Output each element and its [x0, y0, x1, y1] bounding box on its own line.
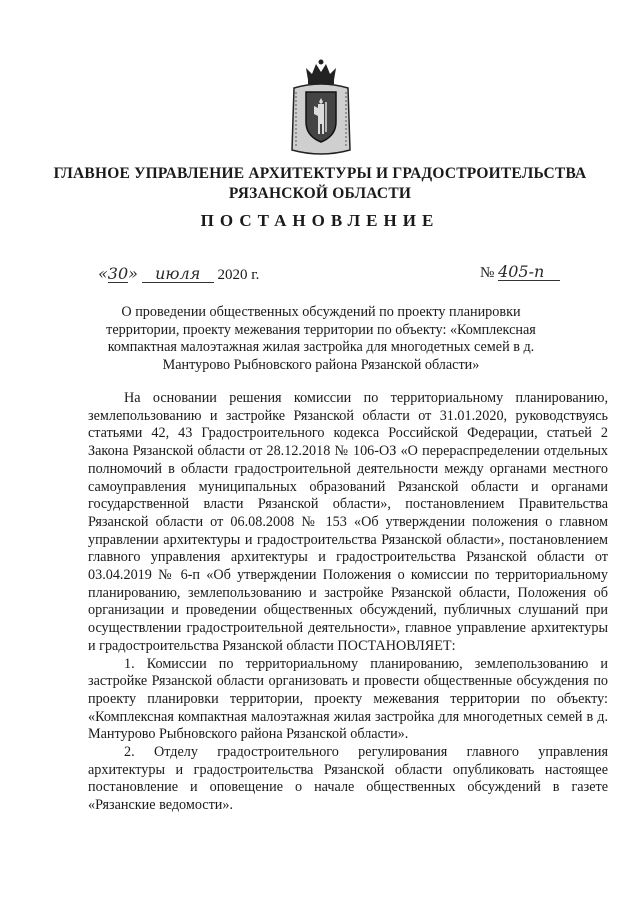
preamble-paragraph: На основании решения комиссии по территориальному планированию, землепользованию и застройке Рязанской области от 31.01.2020, руководствуясь статьями 42, 43 Градостроительного кодекса Российской Федерации, статьей 2 Закона Рязанской области от 28.12.2018 № 106-ОЗ «О перераспределении отдельных полномочий в области градостроительной деятельности между органами местного самоуправления муниципальных образований Рязанской области и органами государственной власти Рязанской области», постановлением Правительства Рязанской области от 06.08.2008 № 153 «Об утверждении положения о главном управлении архитектуры и градостроительства Рязанской области», постановлением главного управления архитектуры и градостроительства Рязанской области от 03.04.2019 № 6-п «Об утверждении Положения о комиссии по территориальному планированию, землепользованию и застройке Рязанской области, Положения об организации и проведении общественных обсуждений, публичных слушаний при осуществлении градостроительной деятельности», главное управление архитектуры и градостроительства Рязанской области ПОСТАНОВЛЯЕТ:: [88, 390, 608, 654]
number-value: 405-п: [498, 264, 560, 281]
item-1-paragraph: 1. Комиссии по территориальному планированию, землепользованию и застройке Рязанской области организовать и провести общественные обсуждения по проекту планировки территории, проекту межевания территории по объекту: «Комплексная компактная малоэтажная жилая застройка для многодетных семей в д. Мантурово Рыбновского района Рязанской области».: [88, 655, 608, 743]
document-type-title: ПОСТАНОВЛЕНИЕ: [200, 211, 440, 230]
document-body: [88, 390, 608, 815]
document-number: [480, 264, 560, 282]
date-month: июля: [142, 266, 214, 283]
document-subject: О проведении общественных обсуждений по проекту планировки территории, проекту межевания территории по объекту: «Комплексная компактная малоэтажная жилая застройка для многодетных семей в д. Мантурово Рыбновского района Рязанской области»: [106, 304, 536, 373]
date-open-quote: «: [98, 264, 108, 283]
document-date: [98, 264, 259, 284]
item-2-paragraph: 2. Отделу градостроительного регулирования главного управления архитектуры и градостроительства Рязанской области опубликовать настоящее постановление и оповещение о начале общественных обсуждений в газете «Рязанские ведомости».: [88, 744, 608, 814]
date-day: 30: [107, 264, 129, 283]
number-label: №: [480, 265, 495, 281]
organization-name-line2: РЯЗАНСКОЙ ОБЛАСТИ: [228, 185, 412, 202]
ryazan-coat-of-arms-icon: [290, 58, 352, 158]
organization-name-line1: ГЛАВНОЕ УПРАВЛЕНИЕ АРХИТЕКТУРЫ И ГРАДОСТРОИТЕЛЬСТВА: [53, 165, 587, 182]
date-year: 2020 г.: [217, 267, 260, 283]
date-close-quote: »: [128, 264, 138, 283]
